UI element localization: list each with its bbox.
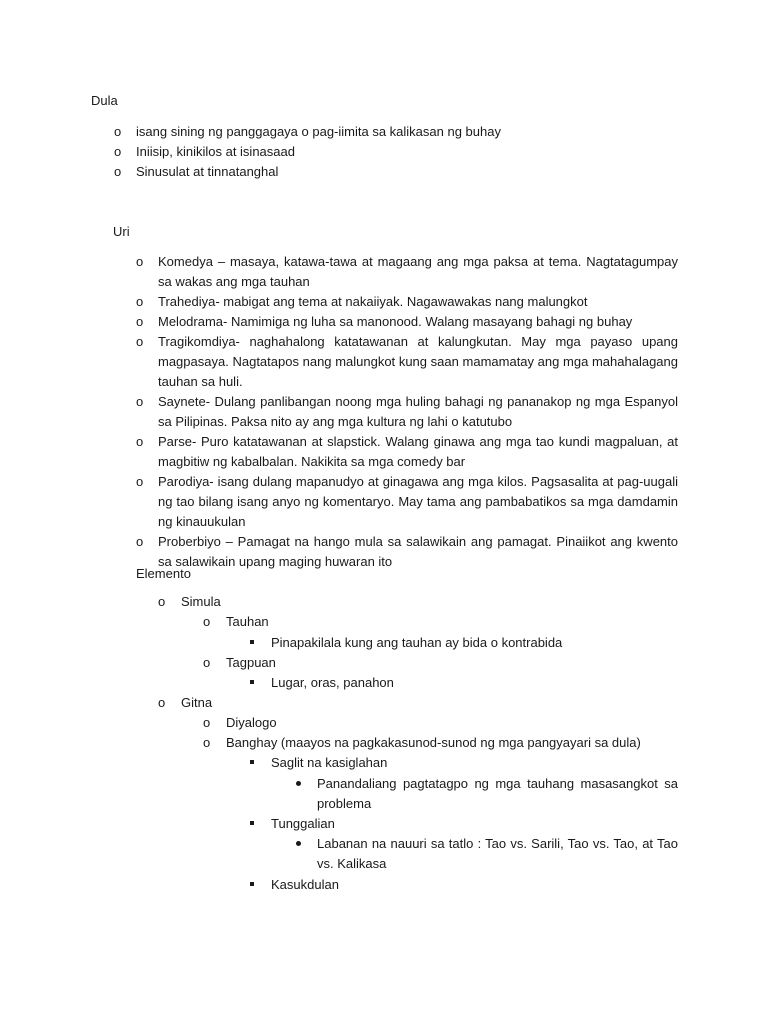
list-uri [136,252,678,572]
outline-tauhan-desc: Pinapakilala kung ang tauhan ay bida o kontrabida [250,633,678,653]
circle-bullet-icon: o [136,314,144,329]
list-item: o Melodrama- Namimiga ng luha sa manonood. Walang masayang bahagi ng buhay [136,312,678,332]
circle-bullet-icon: o [136,474,144,489]
circle-bullet-icon: o [158,594,166,609]
list-item: o Saynete- Dulang panlibangan noong mga huling bahagi ng pananakop ng mga Espanyol sa Pilipinas. Paksa nito ay ang mga kultura ng lahi o katutubo [136,394,678,429]
list-item: o Sinusulat at tinnatanghal [114,162,674,182]
square-bullet-icon [250,882,254,886]
circle-bullet-icon: o [203,735,211,750]
list-dula [114,122,674,182]
circle-bullet-icon: o [158,695,166,710]
outline-saglit: Saglit na kasiglahan [250,753,678,773]
outline-diyalogo: o Diyalogo [203,713,678,733]
outline-tagpuan: o Tagpuan [203,653,678,673]
circle-bullet-icon: o [136,434,144,449]
list-item: o isang sining ng panggagaya o pag-iimita sa kalikasan ng buhay [114,122,674,142]
heading-elemento: Elemento [136,566,191,581]
circle-bullet-icon: o [114,164,122,179]
outline-tagpuan-desc: Lugar, oras, panahon [250,673,678,693]
outline-tunggalian: Tunggalian [250,814,678,834]
outline-simula: o Simula [158,592,678,612]
square-bullet-icon [250,760,254,764]
circle-bullet-icon: o [203,614,211,629]
list-item: o Parse- Puro katatawanan at slapstick. Walang ginawa ang mga tao kundi magpaluan, at magbitiw ng kabalbalan. Nakikita sa mga comedy bar [136,434,678,469]
dot-bullet-icon [296,781,301,786]
circle-bullet-icon: o [136,334,144,349]
outline-banghay: o Banghay (maayos na pagkakasunod-sunod ng mga pangyayari sa dula) [203,733,678,753]
circle-bullet-icon: o [136,254,144,269]
circle-bullet-icon: o [136,394,144,409]
outline-gitna: o Gitna [158,693,678,713]
outline-tunggalian-desc: Labanan na nauuri sa tatlo : Tao vs. Sarili, Tao vs. Tao, at Tao vs. Kalikasa [296,834,678,874]
circle-bullet-icon: o [203,715,211,730]
outline-kasukdulan: Kasukdulan [250,875,678,895]
square-bullet-icon [250,821,254,825]
list-item: o Trahediya- mabigat ang tema at nakaiiyak. Nagawawakas nang malungkot [136,292,678,312]
heading-uri: Uri [113,224,130,239]
list-item: o Proberbiyo – Pamagat na hango mula sa salawikain ang pamagat. Pinaiikot ang kwento sa salawikain upang maging huwaran ito [136,534,678,569]
circle-bullet-icon: o [136,294,144,309]
heading-dula: Dula [91,93,118,108]
circle-bullet-icon: o [136,534,144,549]
dot-bullet-icon [296,841,301,846]
circle-bullet-icon: o [114,144,122,159]
list-item: o Komedya – masaya, katawa-tawa at magaang ang mga paksa at tema. Nagtatagumpay sa wakas ang mga tauhan [136,254,678,289]
list-item: o Parodiya- isang dulang mapanudyo at ginagawa ang mga kilos. Pagsasalita at pag-uugali ng tao bilang isang anyo ng komentaryo. May tama ang pambabatikos sa mga damdamin ng kinauukulan [136,474,678,529]
square-bullet-icon [250,680,254,684]
list-item: o Tragikomdiya- naghahalong katatawanan at kalungkutan. May mga payaso upang magpasaya. Nagtatapos nang malungkot kung saan mamamatay ang mga mahahalagang tauhan sa huli. [136,334,678,389]
circle-bullet-icon: o [114,124,122,139]
outline-tauhan: o Tauhan [203,612,678,632]
outline-saglit-desc: Panandaliang pagtatagpo ng mga tauhang masasangkot sa problema [296,774,678,814]
list-item: o Iniisip, kinikilos at isinasaad [114,142,674,162]
circle-bullet-icon: o [203,655,211,670]
square-bullet-icon [250,640,254,644]
